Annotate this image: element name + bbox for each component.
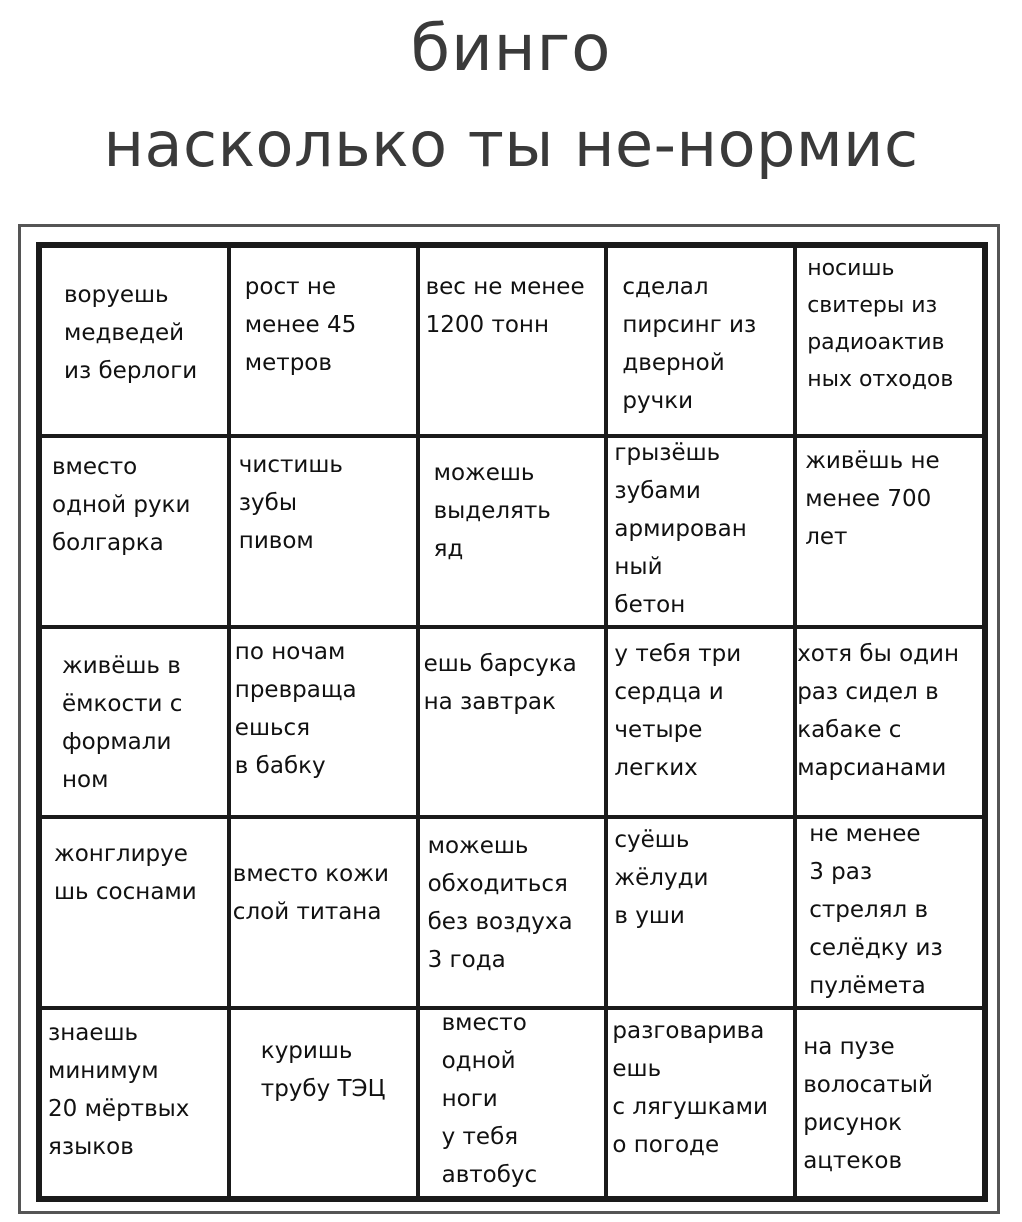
- cell-text: вместо кожи слой титана: [232, 861, 389, 926]
- bingo-cell[interactable]: [229, 436, 418, 626]
- cell-text: грызёшь зубами армирован ный бетон: [614, 440, 747, 619]
- cell-text: можешь обходиться без воздуха 3 года: [427, 833, 573, 974]
- bingo-cell[interactable]: [606, 627, 795, 817]
- cell-text: хотя бы один раз сидел в кабаке с марсианами: [797, 640, 960, 781]
- bingo-cell[interactable]: [606, 817, 795, 1007]
- cell-text: живёшь не менее 700 лет: [805, 448, 940, 551]
- cell-text: живёшь в ёмкости с формали ном: [62, 652, 183, 793]
- bingo-cell[interactable]: [229, 246, 418, 436]
- bingo-cell[interactable]: [40, 436, 229, 626]
- bingo-cell[interactable]: [795, 246, 984, 436]
- bingo-cell[interactable]: [795, 1008, 984, 1198]
- cell-text: вес не менее 1200 тонн: [425, 274, 585, 338]
- bingo-cell[interactable]: [418, 436, 607, 626]
- bingo-cell[interactable]: [40, 246, 229, 436]
- cell-text: не менее 3 раз стрелял в селёдку из пулёмета: [809, 821, 943, 1000]
- bingo-grid: [36, 242, 988, 1202]
- cell-text: на пузе волосатый рисунок ацтеков: [803, 1033, 933, 1174]
- bingo-cell[interactable]: [229, 627, 418, 817]
- bingo-cell[interactable]: [418, 817, 607, 1007]
- cell-text: у тебя три сердца и четыре легких: [614, 640, 742, 781]
- cell-text: по ночам превраща ешься в бабку: [234, 638, 357, 779]
- cell-text: жонглируе шь соснами: [54, 841, 197, 906]
- cell-text: вместо одной руки болгарка: [52, 454, 191, 557]
- bingo-title: бинго: [410, 12, 612, 86]
- bingo-cell[interactable]: [229, 817, 418, 1007]
- cell-text: рост не менее 45 метров: [244, 274, 357, 376]
- bingo-cell[interactable]: [229, 1008, 418, 1198]
- bingo-cell[interactable]: [40, 1008, 229, 1198]
- cell-text: разговарива ешь с лягушками о погоде: [612, 1017, 768, 1158]
- bingo-cell[interactable]: [795, 817, 984, 1007]
- bingo-cell[interactable]: [418, 1008, 607, 1198]
- cell-text: знаешь минимум 20 мёртвых языков: [48, 1019, 190, 1160]
- bingo-subtitle: насколько ты не-нормис: [103, 108, 919, 181]
- bingo-cell[interactable]: [606, 246, 795, 436]
- bingo-cell[interactable]: [795, 627, 984, 817]
- bingo-cell[interactable]: [40, 627, 229, 817]
- bingo-cell[interactable]: [606, 1008, 795, 1198]
- cell-text: сделал пирсинг из дверной ручки: [622, 274, 757, 414]
- bingo-cell[interactable]: [606, 436, 795, 626]
- bingo-cell[interactable]: [40, 817, 229, 1007]
- cell-text: носишь свитеры из радиоактив ных отходов: [807, 256, 954, 392]
- cell-text: куришь трубу ТЭЦ: [260, 1037, 386, 1102]
- cell-text: суёшь жёлуди в уши: [614, 827, 709, 930]
- bingo-cell[interactable]: [795, 436, 984, 626]
- bingo-cell[interactable]: [418, 246, 607, 436]
- cell-text: ешь барсука на завтрак: [423, 650, 577, 715]
- cell-text: воруешь медведей из берлоги: [64, 282, 198, 384]
- cell-text: чистишь зубы пивом: [238, 452, 343, 555]
- cell-text: можешь выделять яд: [433, 460, 551, 563]
- bingo-cell[interactable]: [418, 627, 607, 817]
- cell-text: вместо одной ноги у тебя автобус: [441, 1009, 538, 1188]
